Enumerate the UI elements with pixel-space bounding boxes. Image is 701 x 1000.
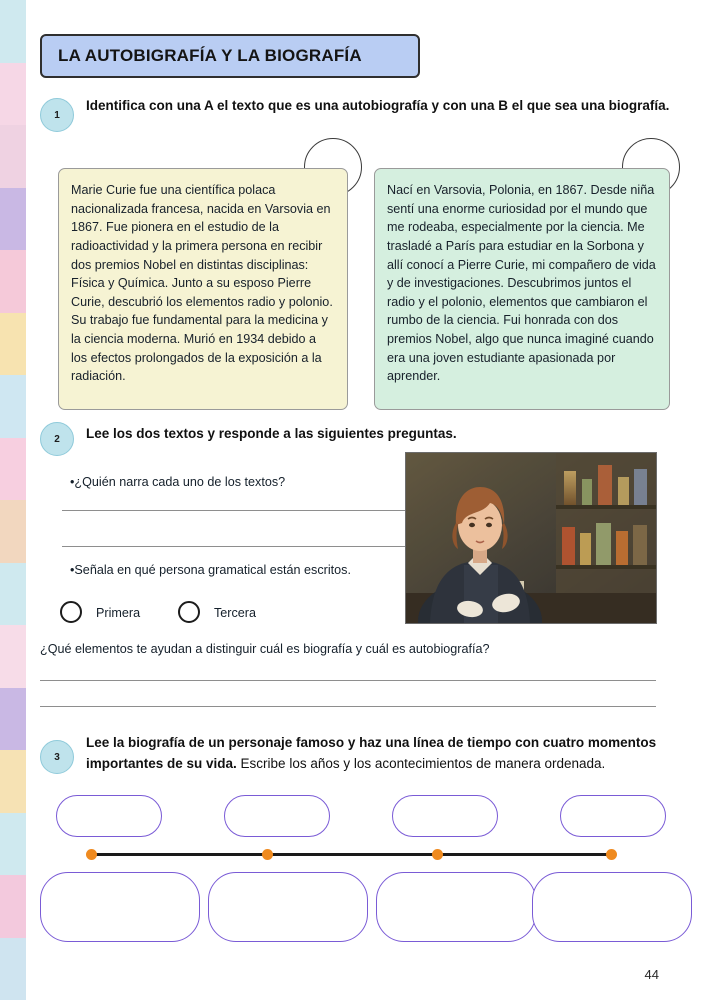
answer-line-2[interactable]: [62, 546, 414, 547]
side-strip-segment: [0, 813, 26, 876]
text-box-autobiography: Nací en Varsovia, Polonia, en 1867. Desde niña sentí una enorme curiosidad por el mundo que me rodeaba, especialmente por la ciencia. Me trasladé a París para estudiar en la Sorbona y allí conocí a Pierre Curie, mi compañero de vida y de investigaciones. Descubrimos juntos el radio y el polonio, elementos que cambiaron el rumbo de la ciencia. Fui honrada con dos premios Nobel, algo que nunca imaginé cuando era una joven estudiante apasionada por aprender.: [374, 168, 670, 410]
option-third-person-label: Tercera: [214, 606, 256, 620]
timeline-axis: [92, 853, 614, 856]
exercise-number-3: 3: [40, 740, 74, 774]
side-strip-segment: [0, 688, 26, 751]
answer-line-3[interactable]: [40, 680, 656, 681]
timeline-dot-4: [606, 849, 617, 860]
question-narrator: •¿Quién narra cada uno de los textos?: [70, 475, 286, 489]
side-strip-segment: [0, 125, 26, 188]
timeline-dot-2: [262, 849, 273, 860]
option-third-person-radio[interactable]: [178, 601, 200, 623]
timeline-year-pill-4[interactable]: [560, 795, 666, 837]
side-strip-segment: [0, 375, 26, 438]
exercise-1-instruction: Identifica con una A el texto que es una autobiografía y con una B el que sea una biografía.: [86, 98, 670, 113]
marie-curie-photo: [405, 452, 657, 624]
side-strip-segment: [0, 500, 26, 563]
worksheet-page: [26, 0, 701, 1000]
exercise-3-instruction-bold: Lee la biografía de un personaje famoso y haz una línea de tiempo con cuatro momentos importantes de su vida.: [86, 735, 657, 771]
timeline-dot-1: [86, 849, 97, 860]
timeline-year-pill-2[interactable]: [224, 795, 330, 837]
exercise-number-2: 2: [40, 422, 74, 456]
text-box-biography: Marie Curie fue una científica polaca nacionalizada francesa, nacida en Varsovia en 1867. Fue pionera en el estudio de la radioactividad y la primera persona en recibir dos premios Nobel en distintas disciplinas: Física y Química. Junto a su esposo Pierre Curie, descubrió los elementos radio y polonio. Su trabajo fue fundamental para la medicina y la ciencia moderna. Murió en 1934 debido a los efectos prolongados de la exposición a la radiación.: [58, 168, 348, 410]
question-distinguishing-elements: ¿Qué elementos te ayudan a distinguir cuál es biografía y cuál es autobiografía?: [40, 642, 490, 656]
exercise-2-instruction: Lee los dos textos y responde a las siguientes preguntas.: [86, 426, 457, 441]
answer-line-1[interactable]: [62, 510, 414, 511]
exercise-3-instruction-normal: Escribe los años y los acontecimientos de manera ordenada.: [236, 755, 606, 771]
timeline-event-box-1[interactable]: [40, 872, 200, 942]
side-strip-segment: [0, 750, 26, 813]
timeline-event-box-3[interactable]: [376, 872, 536, 942]
side-strip-segment: [0, 875, 26, 938]
timeline-year-pill-1[interactable]: [56, 795, 162, 837]
option-first-person-radio[interactable]: [60, 601, 82, 623]
side-strip-segment: [0, 625, 26, 688]
side-strip-segment: [0, 250, 26, 313]
side-strip-segment: [0, 188, 26, 251]
side-strip-segment: [0, 438, 26, 501]
timeline-year-pill-3[interactable]: [392, 795, 498, 837]
page-title: LA AUTOBIGRAFÍA Y LA BIOGRAFÍA: [40, 34, 420, 78]
page-number: 44: [644, 967, 659, 982]
side-strip-segment: [0, 0, 26, 63]
side-strip-segment: [0, 563, 26, 626]
timeline-event-box-4[interactable]: [532, 872, 692, 942]
side-strip-segment: [0, 938, 26, 1000]
side-strip-segment: [0, 313, 26, 376]
side-strip-segment: [0, 63, 26, 126]
exercise-number-1: 1: [40, 98, 74, 132]
timeline-dot-3: [432, 849, 443, 860]
exercise-3-instruction: [86, 733, 666, 775]
question-grammatical-person: •Señala en qué persona gramatical están escritos.: [70, 563, 351, 577]
answer-line-4[interactable]: [40, 706, 656, 707]
decorative-side-strip: [0, 0, 26, 1000]
timeline-event-box-2[interactable]: [208, 872, 368, 942]
option-first-person-label: Primera: [96, 606, 141, 620]
